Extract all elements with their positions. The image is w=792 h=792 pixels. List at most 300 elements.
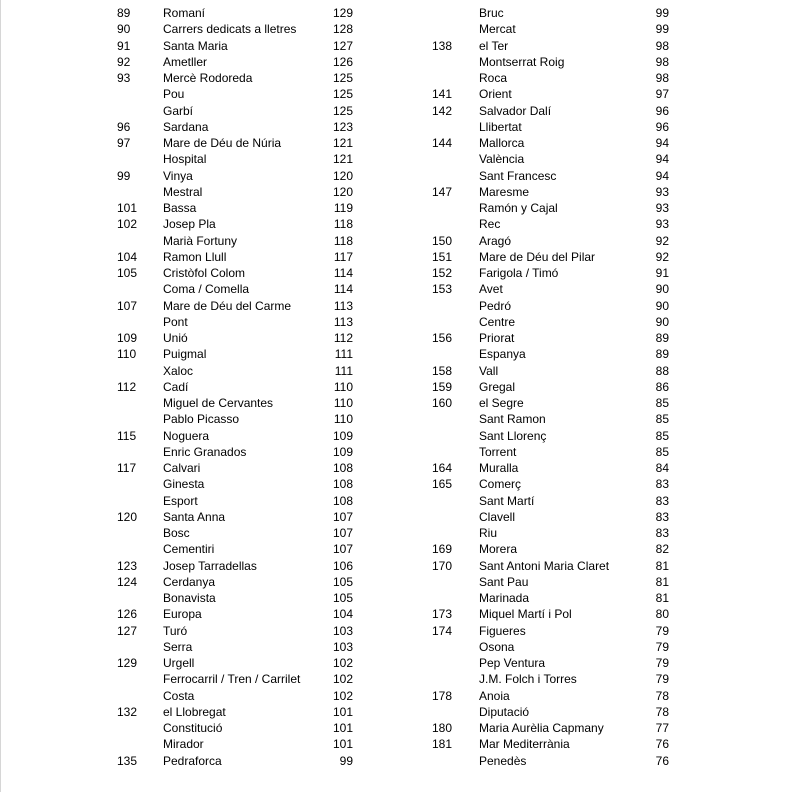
street-name-cell: Penedès xyxy=(479,753,527,768)
street-name-cell: Sant Martí xyxy=(479,493,535,508)
count-cell: 125 xyxy=(332,103,353,118)
street-name-cell: Figueres xyxy=(479,623,526,638)
count-cell: 93 xyxy=(655,201,669,215)
table-row xyxy=(0,281,380,297)
count-cell: 102 xyxy=(332,688,353,703)
rank-cell: 101 xyxy=(117,201,138,215)
rank-cell: 170 xyxy=(432,558,453,573)
ranking-column-left xyxy=(0,5,380,769)
street-name-cell: Priorat xyxy=(479,331,515,345)
street-name-cell: Pedró xyxy=(479,298,512,313)
count-cell: 92 xyxy=(655,233,669,248)
count-cell: 108 xyxy=(332,461,353,475)
rank-cell: 138 xyxy=(432,38,453,53)
count-cell: 85 xyxy=(655,396,669,410)
table-row xyxy=(400,590,792,606)
count-cell: 123 xyxy=(332,119,353,134)
count-cell: 107 xyxy=(332,526,353,540)
count-cell: 76 xyxy=(655,737,669,752)
street-name-cell: Mar Mediterrània xyxy=(479,737,570,752)
table-row xyxy=(0,623,380,639)
table-row xyxy=(0,460,380,476)
table-row xyxy=(0,655,380,671)
table-row xyxy=(0,476,380,492)
table-row xyxy=(0,395,380,411)
table-row xyxy=(0,574,380,590)
rank-cell: 165 xyxy=(432,477,453,492)
rank-cell: 156 xyxy=(432,331,453,345)
count-cell: 101 xyxy=(332,704,353,719)
rank-cell: 158 xyxy=(432,363,453,378)
count-cell: 97 xyxy=(655,87,669,102)
table-row xyxy=(0,411,380,427)
count-cell: 90 xyxy=(655,282,669,297)
count-cell: 99 xyxy=(655,22,669,37)
rank-cell: 144 xyxy=(432,136,453,150)
table-row xyxy=(0,671,380,687)
table-row xyxy=(0,606,380,622)
street-name-cell: Ginesta xyxy=(163,477,205,492)
rank-cell: 89 xyxy=(117,6,131,20)
table-row xyxy=(400,541,792,557)
rank-cell: 147 xyxy=(432,184,453,199)
rank-cell: 141 xyxy=(432,87,453,102)
street-name-cell: Josep Tarradellas xyxy=(163,558,257,573)
count-cell: 84 xyxy=(655,461,669,475)
count-cell: 93 xyxy=(655,184,669,199)
street-name-cell: Farigola / Timó xyxy=(479,266,559,280)
street-name-cell: J.M. Folch i Torres xyxy=(479,672,577,687)
ranking-column-right xyxy=(400,5,792,769)
table-row xyxy=(400,233,792,249)
count-cell: 105 xyxy=(332,574,353,589)
rank-cell: 93 xyxy=(117,71,131,85)
street-name-cell: Pont xyxy=(163,314,188,329)
street-name-cell: Morera xyxy=(479,542,518,557)
count-cell: 125 xyxy=(332,71,353,85)
table-row xyxy=(0,639,380,655)
table-row xyxy=(400,265,792,281)
count-cell: 120 xyxy=(332,184,353,199)
rank-cell: 92 xyxy=(117,54,131,69)
count-cell: 101 xyxy=(332,721,353,735)
count-cell: 101 xyxy=(332,737,353,752)
count-cell: 109 xyxy=(332,444,353,459)
street-name-cell: Vall xyxy=(479,363,499,378)
table-row xyxy=(400,168,792,184)
street-name-cell: Mirador xyxy=(163,737,204,752)
rank-cell: 135 xyxy=(117,753,138,768)
count-cell: 98 xyxy=(655,38,669,53)
count-cell: 90 xyxy=(655,314,669,329)
street-name-cell: Pep Ventura xyxy=(479,656,546,670)
table-row xyxy=(0,151,380,167)
rank-cell: 124 xyxy=(117,574,138,589)
street-name-cell: Clavell xyxy=(479,509,516,524)
count-cell: 107 xyxy=(332,542,353,557)
count-cell: 96 xyxy=(655,103,669,118)
street-name-cell: Noguera xyxy=(163,428,210,443)
table-row xyxy=(0,38,380,54)
rank-cell: 174 xyxy=(432,623,453,638)
street-name-cell: Santa Anna xyxy=(163,509,226,524)
table-row xyxy=(400,298,792,314)
rank-cell: 110 xyxy=(117,347,137,362)
street-name-cell: Cristòfol Colom xyxy=(163,266,246,280)
count-cell: 96 xyxy=(655,119,669,134)
rank-cell: 151 xyxy=(432,249,453,264)
count-cell: 92 xyxy=(655,249,669,264)
street-name-cell: Romaní xyxy=(163,6,206,20)
rank-cell: 164 xyxy=(432,461,453,475)
table-row xyxy=(0,168,380,184)
count-cell: 128 xyxy=(332,22,353,37)
street-name-cell: Xaloc xyxy=(163,363,194,378)
table-row xyxy=(0,428,380,444)
table-row xyxy=(400,216,792,232)
table-row xyxy=(400,249,792,265)
count-cell: 81 xyxy=(655,574,669,589)
rank-cell: 160 xyxy=(432,396,453,410)
rank-cell: 90 xyxy=(117,22,131,37)
count-cell: 85 xyxy=(655,444,669,459)
table-row xyxy=(400,558,792,574)
street-name-cell: el Llobregat xyxy=(163,704,226,719)
count-cell: 99 xyxy=(339,753,353,768)
street-name-cell: Bruc xyxy=(479,6,504,20)
count-cell: 118 xyxy=(333,233,353,248)
count-cell: 104 xyxy=(332,607,353,622)
table-row xyxy=(400,21,792,37)
table-row xyxy=(400,5,792,21)
rank-cell: 102 xyxy=(117,217,138,232)
street-name-cell: Cadí xyxy=(163,379,189,394)
table-row xyxy=(400,736,792,752)
table-row xyxy=(400,184,792,200)
table-row xyxy=(0,119,380,135)
count-cell: 81 xyxy=(655,558,669,573)
street-name-cell: Mercat xyxy=(479,22,516,37)
street-name-cell: Miguel de Cervantes xyxy=(163,396,274,410)
table-row xyxy=(400,574,792,590)
table-row xyxy=(400,753,792,769)
street-name-cell: Pablo Picasso xyxy=(163,412,240,427)
table-row xyxy=(400,476,792,492)
street-name-cell: Maresme xyxy=(479,184,530,199)
table-row xyxy=(400,655,792,671)
rank-cell: 97 xyxy=(117,136,131,150)
table-row xyxy=(400,346,792,362)
street-name-cell: Turó xyxy=(163,623,188,638)
rank-cell: 178 xyxy=(432,688,453,703)
street-name-cell: Hospital xyxy=(163,152,207,167)
street-name-cell: Mercè Rodoreda xyxy=(163,71,253,85)
street-name-cell: Mallorca xyxy=(479,136,525,150)
street-name-cell: Bosc xyxy=(163,526,190,540)
table-row xyxy=(0,525,380,541)
count-cell: 82 xyxy=(655,542,669,557)
street-name-cell: Diputació xyxy=(479,704,530,719)
count-cell: 83 xyxy=(655,526,669,540)
table-row xyxy=(0,70,380,86)
count-cell: 111 xyxy=(334,347,353,362)
count-cell: 79 xyxy=(655,672,669,687)
table-row xyxy=(0,346,380,362)
street-name-cell: Josep Pla xyxy=(163,217,216,232)
rank-cell: 109 xyxy=(117,331,138,345)
rank-cell: 181 xyxy=(432,737,453,752)
count-cell: 93 xyxy=(655,217,669,232)
table-row xyxy=(0,184,380,200)
table-row xyxy=(0,753,380,769)
table-row xyxy=(400,623,792,639)
rank-cell: 159 xyxy=(432,379,453,394)
table-row xyxy=(400,54,792,70)
rank-cell: 169 xyxy=(432,542,453,557)
table-row xyxy=(400,671,792,687)
street-name-cell: Coma / Comella xyxy=(163,282,250,297)
street-name-cell: Riu xyxy=(479,526,498,540)
rank-cell: 129 xyxy=(117,656,138,670)
street-name-cell: Gregal xyxy=(479,379,516,394)
table-row xyxy=(400,70,792,86)
table-row xyxy=(0,200,380,216)
count-cell: 107 xyxy=(332,509,353,524)
street-name-cell: Rec xyxy=(479,217,501,232)
rank-cell: 127 xyxy=(117,623,138,638)
count-cell: 114 xyxy=(333,266,353,280)
table-row xyxy=(400,200,792,216)
street-name-cell: Santa Maria xyxy=(163,38,228,53)
street-name-cell: Maria Aurèlia Capmany xyxy=(479,721,604,735)
table-row xyxy=(400,444,792,460)
table-row xyxy=(400,525,792,541)
street-name-cell: Bonavista xyxy=(163,591,216,605)
street-name-cell: Europa xyxy=(163,607,202,622)
table-row xyxy=(400,720,792,736)
table-row xyxy=(0,363,380,379)
street-name-cell: Anoia xyxy=(479,688,510,703)
count-cell: 103 xyxy=(332,639,353,654)
street-name-cell: Comerç xyxy=(479,477,522,492)
table-row xyxy=(400,395,792,411)
rank-cell: 117 xyxy=(117,461,137,475)
street-name-cell: Serra xyxy=(163,639,193,654)
table-row xyxy=(400,135,792,151)
street-name-cell: Sant Pau xyxy=(479,574,529,589)
table-row xyxy=(400,704,792,720)
rank-cell: 132 xyxy=(117,704,138,719)
count-cell: 81 xyxy=(655,591,669,605)
table-row xyxy=(400,38,792,54)
count-cell: 83 xyxy=(655,477,669,492)
street-name-cell: Ramón y Cajal xyxy=(479,201,558,215)
count-cell: 83 xyxy=(655,493,669,508)
count-cell: 112 xyxy=(333,331,353,345)
count-cell: 79 xyxy=(655,639,669,654)
count-cell: 108 xyxy=(332,493,353,508)
street-name-cell: Pedraforca xyxy=(163,753,222,768)
street-name-cell: Sant Antoni Maria Claret xyxy=(479,558,610,573)
count-cell: 109 xyxy=(332,428,353,443)
count-cell: 83 xyxy=(655,509,669,524)
table-row xyxy=(0,493,380,509)
count-cell: 111 xyxy=(334,363,353,378)
street-name-cell: Avet xyxy=(479,282,503,297)
street-name-cell: Cementiri xyxy=(163,542,215,557)
count-cell: 105 xyxy=(332,591,353,605)
street-name-cell: Mare de Déu de Núria xyxy=(163,136,282,150)
count-cell: 98 xyxy=(655,71,669,85)
table-row xyxy=(0,688,380,704)
count-cell: 129 xyxy=(332,6,353,20)
table-row xyxy=(0,298,380,314)
rank-cell: 180 xyxy=(432,721,453,735)
table-row xyxy=(0,379,380,395)
count-cell: 118 xyxy=(333,217,353,232)
rank-cell: 104 xyxy=(117,249,138,264)
count-cell: 86 xyxy=(655,379,669,394)
street-name-cell: Mestral xyxy=(163,184,203,199)
street-name-cell: Centre xyxy=(479,314,516,329)
table-row xyxy=(0,5,380,21)
count-cell: 125 xyxy=(332,87,353,102)
table-row xyxy=(0,21,380,37)
street-name-cell: Pou xyxy=(163,87,185,102)
table-row xyxy=(400,460,792,476)
table-row xyxy=(400,151,792,167)
street-name-cell: Marià Fortuny xyxy=(163,233,238,248)
count-cell: 121 xyxy=(332,136,353,150)
street-name-cell: Sant Francesc xyxy=(479,168,557,183)
street-name-cell: Garbí xyxy=(163,103,194,118)
count-cell: 126 xyxy=(332,54,353,69)
count-cell: 110 xyxy=(333,412,353,427)
street-name-cell: Ametller xyxy=(163,54,208,69)
count-cell: 106 xyxy=(332,558,353,573)
street-name-cell: Unió xyxy=(163,331,188,345)
count-cell: 114 xyxy=(333,282,353,297)
street-name-cell: Esport xyxy=(163,493,198,508)
table-row xyxy=(0,249,380,265)
count-cell: 91 xyxy=(655,266,669,280)
rank-cell: 153 xyxy=(432,282,453,297)
street-name-cell: Mare de Déu del Pilar xyxy=(479,249,596,264)
street-name-cell: Montserrat Roig xyxy=(479,54,565,69)
street-name-cell: Vinya xyxy=(163,168,193,183)
rank-cell: 99 xyxy=(117,168,131,183)
street-name-cell: Constitució xyxy=(163,721,223,735)
street-name-cell: Enric Granados xyxy=(163,444,247,459)
street-name-cell: el Segre xyxy=(479,396,524,410)
table-row xyxy=(0,590,380,606)
count-cell: 77 xyxy=(655,721,669,735)
street-name-cell: Cerdanya xyxy=(163,574,216,589)
rank-cell: 96 xyxy=(117,119,131,134)
table-row xyxy=(0,54,380,70)
count-cell: 119 xyxy=(333,201,353,215)
table-row xyxy=(0,86,380,102)
street-name-cell: Marinada xyxy=(479,591,530,605)
street-name-cell: Espanya xyxy=(479,347,526,362)
table-row xyxy=(400,103,792,119)
street-name-cell: Muralla xyxy=(479,461,519,475)
street-name-cell: Salvador Dalí xyxy=(479,103,552,118)
table-row xyxy=(400,411,792,427)
count-cell: 94 xyxy=(655,152,669,167)
count-cell: 98 xyxy=(655,54,669,69)
count-cell: 94 xyxy=(655,168,669,183)
street-name-cell: Ferrocarril / Tren / Carrilet xyxy=(163,672,301,687)
table-row xyxy=(400,639,792,655)
count-cell: 79 xyxy=(655,656,669,670)
table-row xyxy=(400,606,792,622)
count-cell: 121 xyxy=(332,152,353,167)
table-row xyxy=(400,379,792,395)
street-name-cell: València xyxy=(479,152,525,167)
street-name-cell: Aragó xyxy=(479,233,512,248)
count-cell: 99 xyxy=(655,6,669,20)
street-name-cell: Mare de Déu del Carme xyxy=(163,298,292,313)
table-row xyxy=(400,281,792,297)
table-row xyxy=(0,314,380,330)
count-cell: 85 xyxy=(655,412,669,427)
table-row xyxy=(0,558,380,574)
count-cell: 108 xyxy=(332,477,353,492)
count-cell: 89 xyxy=(655,347,669,362)
street-name-cell: Sant Llorenç xyxy=(479,428,547,443)
count-cell: 113 xyxy=(333,298,353,313)
street-name-cell: Osona xyxy=(479,639,515,654)
rank-cell: 173 xyxy=(432,607,453,622)
table-row xyxy=(0,103,380,119)
count-cell: 110 xyxy=(333,379,353,394)
count-cell: 117 xyxy=(333,249,353,264)
street-name-cell: el Ter xyxy=(479,38,509,53)
count-cell: 78 xyxy=(655,704,669,719)
table-row xyxy=(0,233,380,249)
table-row xyxy=(0,135,380,151)
table-row xyxy=(400,330,792,346)
table-row xyxy=(400,363,792,379)
rank-cell: 150 xyxy=(432,233,453,248)
street-name-cell: Sant Ramon xyxy=(479,412,546,427)
count-cell: 85 xyxy=(655,428,669,443)
street-name-cell: Sardana xyxy=(163,119,209,134)
street-name-cell: Calvari xyxy=(163,461,201,475)
table-row xyxy=(400,688,792,704)
street-name-cell: Torrent xyxy=(479,444,517,459)
count-cell: 76 xyxy=(655,753,669,768)
street-name-cell: Bassa xyxy=(163,201,197,215)
count-cell: 94 xyxy=(655,136,669,150)
street-name-cell: Ramon Llull xyxy=(163,249,227,264)
count-cell: 78 xyxy=(655,688,669,703)
rank-cell: 126 xyxy=(117,607,138,622)
rank-cell: 91 xyxy=(117,38,131,53)
rank-cell: 120 xyxy=(117,509,138,524)
table-row xyxy=(400,314,792,330)
rank-cell: 112 xyxy=(117,379,137,394)
table-row xyxy=(0,330,380,346)
table-row xyxy=(400,509,792,525)
count-cell: 88 xyxy=(655,363,669,378)
count-cell: 113 xyxy=(333,314,353,329)
table-row xyxy=(400,86,792,102)
table-row xyxy=(0,736,380,752)
rank-cell: 107 xyxy=(117,298,138,313)
rank-cell: 115 xyxy=(117,428,137,443)
